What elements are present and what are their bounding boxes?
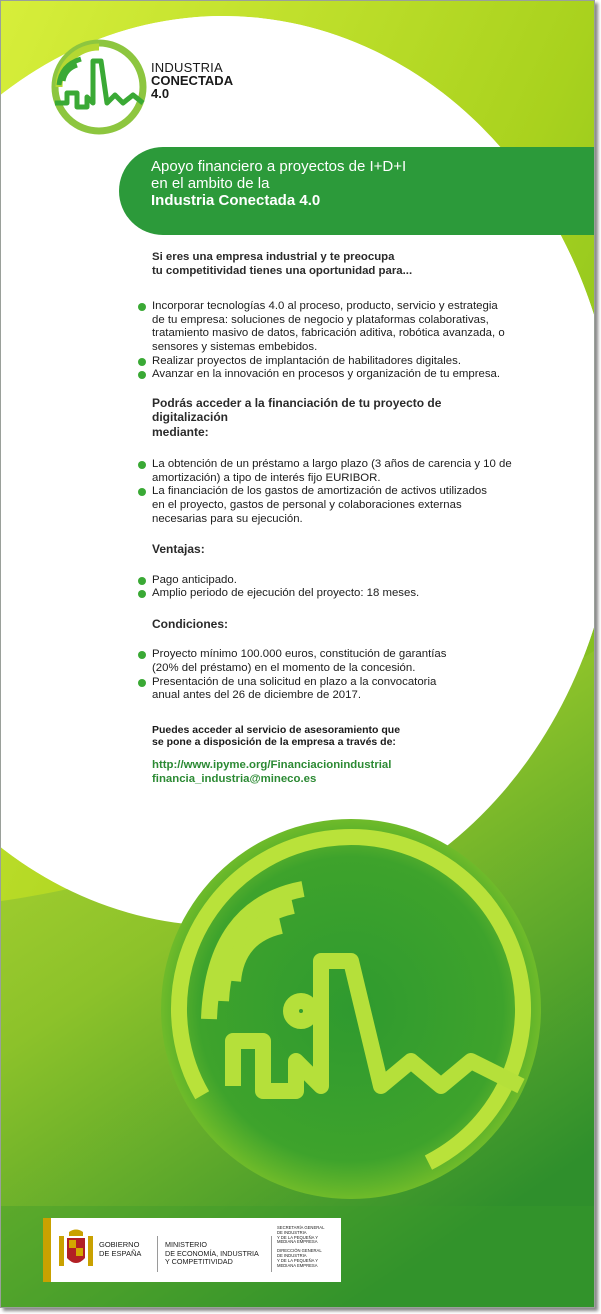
list-item: [138, 355, 518, 369]
ministerio-line-1: MINISTERIO: [165, 1240, 207, 1249]
website-link[interactable]: http://www.ipyme.org/Financiacionindustrial: [152, 758, 392, 771]
list-item-line: Pago anticipado.: [152, 573, 237, 586]
banner-line-3: Industria Conectada 4.0: [151, 192, 321, 209]
footer-divider: [157, 1236, 158, 1272]
list-item: [138, 648, 518, 675]
list-item: [138, 485, 518, 526]
secretaria-label: [277, 1226, 341, 1268]
opportunities-list: [138, 300, 518, 382]
logo-line-3: 4.0: [151, 86, 170, 101]
banner-title: [151, 158, 406, 209]
list-item-line: La financiación de los gastos de amortización de activos utilizados: [152, 485, 487, 498]
direccion-line: MEDIANA EMPRESA: [277, 1262, 318, 1268]
list-item: [138, 574, 518, 588]
government-footer: [43, 1218, 341, 1282]
list-item-line: necesarias para su ejecución.: [152, 512, 303, 525]
list-item-line: anual antes del 26 de diciembre de 2017.: [152, 689, 361, 702]
secretaria-line: DE INDUSTRIA: [277, 1229, 307, 1235]
banner-line-1: Apoyo financiero a proyectos de I+D+I: [151, 158, 407, 175]
financing-heading: [138, 396, 518, 440]
list-item-line: de tu empresa: soluciones de negocio y plataformas colaborativas,: [152, 313, 489, 326]
gobierno-line-2: DE ESPAÑA: [99, 1249, 142, 1258]
list-item: [138, 368, 518, 382]
main-content: [138, 251, 518, 786]
ministerio-label: [165, 1241, 259, 1267]
list-item-line: Amplio periodo de ejecución del proyecto: 18 meses.: [152, 587, 420, 600]
coat-of-arms-icon: [57, 1228, 95, 1274]
footer-divider: [271, 1236, 272, 1272]
secretaria-line: Y DE LA PEQUEÑA Y: [277, 1234, 319, 1240]
list-item: [138, 587, 518, 601]
ventajas-list: [138, 574, 518, 601]
list-item-line: Avanzar en la innovación en procesos y organización de tu empresa.: [152, 368, 501, 381]
ventajas-heading: Ventajas:: [152, 542, 205, 557]
bullet-icon: [138, 371, 146, 379]
condiciones-heading: Condiciones:: [152, 616, 229, 631]
secretaria-line: MEDIANA EMPRESA: [277, 1239, 318, 1245]
direccion-line: DIRECCIÓN GENERAL: [277, 1248, 322, 1254]
list-item-line: Realizar proyectos de implantación de habilitadores digitales.: [152, 354, 461, 367]
financing-list: [138, 458, 518, 526]
direccion-line: Y DE LA PEQUEÑA Y: [277, 1257, 319, 1263]
list-item-line: amortización) a tipo de interés fijo EURIBOR.: [152, 471, 381, 484]
secretaria-line: SECRETARÍA GENERAL: [277, 1225, 325, 1230]
footer-accent-bar: [43, 1218, 51, 1282]
list-item: [138, 458, 518, 485]
list-item-line: La obtención de un préstamo a largo plazo (3 años de carencia y 10 de: [152, 458, 512, 471]
banner-line-2: en el ambito de la: [151, 175, 270, 192]
list-item: [138, 300, 518, 354]
bullet-icon: [138, 358, 146, 366]
condiciones-list: [138, 648, 518, 702]
bullet-icon: [138, 590, 146, 598]
list-item-line: Presentación de una solicitud en plazo a la convocatoria: [152, 675, 437, 688]
list-item-line: sensores y sistemas embebidos.: [152, 340, 318, 353]
list-item: [138, 676, 518, 703]
logo-line-2: CONECTADA: [151, 73, 234, 88]
gobierno-label: [99, 1240, 141, 1258]
bullet-icon: [138, 679, 146, 687]
bullet-icon: [138, 303, 146, 311]
contact-links: [138, 758, 518, 786]
bullet-icon: [138, 488, 146, 496]
advice-text: [138, 724, 518, 749]
list-item-line: en el proyecto, gastos de personal y colaboraciones externas: [152, 499, 462, 512]
intro-text: [138, 251, 518, 278]
list-item-line: (20% del préstamo) en el momento de la concesión.: [152, 662, 416, 674]
intro-line-2: tu competitividad tienes una oportunidad para...: [152, 264, 413, 277]
ministerio-line-2: DE ECONOMÍA, INDUSTRIA: [165, 1248, 259, 1258]
bullet-icon: [138, 651, 146, 659]
logo-line-1: INDUSTRIA: [151, 60, 223, 75]
intro-line-1: Si eres una empresa industrial y te preocupa: [152, 251, 395, 263]
list-item-line: tratamiento masivo de datos, fabricación aditiva, robótica avanzada, o: [152, 327, 505, 340]
gobierno-line-1: GOBIERNO: [99, 1240, 140, 1249]
list-item-line: Incorporar tecnologías 4.0 al proceso, producto, servicio y estrategia: [152, 300, 498, 313]
financing-heading-line-2: mediante:: [152, 424, 209, 439]
ministerio-line-3: Y COMPETITIVIDAD: [165, 1257, 233, 1267]
financing-heading-line-1: Podrás acceder a la financiación de tu proyecto de digitalización: [152, 395, 442, 425]
advice-line-2: se pone a disposición de la empresa a través de:: [152, 736, 396, 749]
email-link[interactable]: financia_industria@mineco.es: [152, 772, 317, 785]
direccion-line: DE INDUSTRIA: [277, 1252, 307, 1258]
advice-line-1: Puedes acceder al servicio de asesoramiento que: [152, 723, 401, 736]
bullet-icon: [138, 577, 146, 585]
bullet-icon: [138, 461, 146, 469]
list-item-line: Proyecto mínimo 100.000 euros, constitución de garantías: [152, 648, 447, 661]
logo-wordmark: [151, 61, 233, 100]
